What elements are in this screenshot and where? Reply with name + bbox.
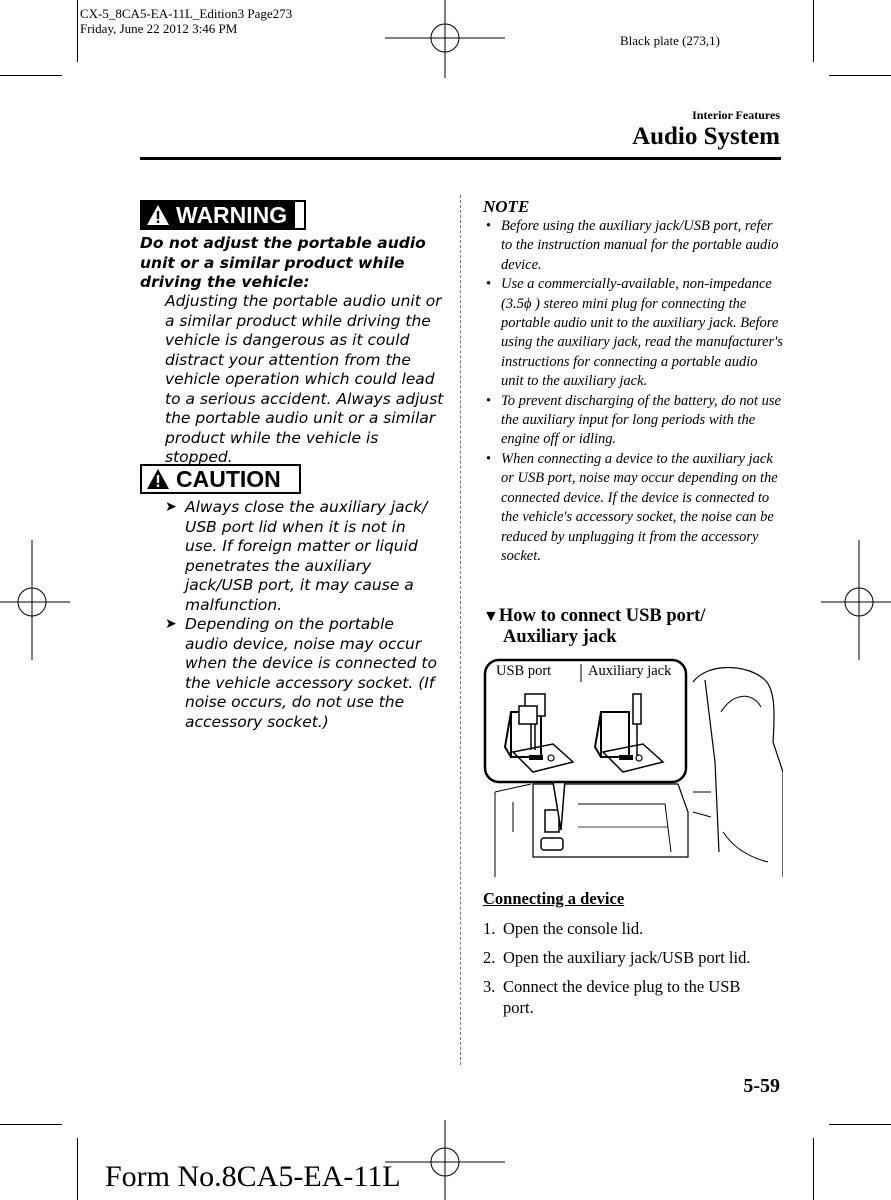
step-text: Open the console lid. xyxy=(503,919,644,938)
step-item xyxy=(483,947,773,968)
arrow-bullet-icon: ➤ xyxy=(165,499,177,515)
note-item: • When connecting a device to the auxiliary jack or USB port, noise may occur depending on the connected device. If the device is connected to the vehicle's accessory socket, the noise can be reduced by unplugging it from the accessory socket. xyxy=(483,450,783,566)
usb-aux-figure xyxy=(483,652,783,882)
registration-mark-left xyxy=(0,540,70,660)
aux-jack-label: Auxiliary jack xyxy=(588,663,672,679)
warning-heading: Do not adjust the portable audio unit or a similar product while driving the vehicle: xyxy=(140,234,426,291)
form-number: Form No.8CA5-EA-11L xyxy=(105,1160,401,1193)
warning-triangle-icon xyxy=(146,204,170,226)
step-number: 1. xyxy=(483,919,496,938)
note-title: NOTE xyxy=(483,197,530,216)
caution-item-text: Depending on the portable audio device, noise may occur when the device is connected to the vehicle accessory socket. (If noise occurs, do not use the accessory socket.) xyxy=(185,615,437,731)
step-text: Connect the device plug to the USB port. xyxy=(503,977,741,1017)
note-item: • To prevent discharging of the battery, do not use the auxiliary input for long periods with the engine off or idling. xyxy=(483,392,783,450)
caution-item xyxy=(165,615,440,732)
usb-port-label: USB port xyxy=(496,663,552,679)
caution-label-text: CAUTION xyxy=(176,465,281,492)
date-line: Friday, June 22 2012 3:46 PM xyxy=(80,21,238,36)
header-rule xyxy=(140,157,781,160)
section-category: Interior Features xyxy=(692,108,780,122)
print-header xyxy=(80,6,292,36)
warning-label xyxy=(140,200,306,230)
connecting-title: Connecting a device xyxy=(483,889,625,908)
how-to-line-2: Auxiliary jack xyxy=(503,627,617,647)
page-title: Audio System xyxy=(632,123,780,150)
caution-triangle-icon xyxy=(146,468,170,490)
how-to-heading xyxy=(483,606,783,648)
step-item xyxy=(483,976,773,1018)
step-text: Open the auxiliary jack/USB port lid. xyxy=(503,948,751,967)
note-item: • Before using the auxiliary jack/USB port, refer to the instruction manual for the portable audio device. xyxy=(483,217,783,275)
triangle-down-icon: ▼ xyxy=(483,608,499,625)
warning-label-text: WARNING xyxy=(176,201,288,228)
page-number: 5-59 xyxy=(743,1075,780,1097)
caution-item xyxy=(165,498,440,615)
steps-list xyxy=(483,918,773,1026)
plate-label: Black plate (273,1) xyxy=(620,33,720,48)
how-to-line-1: How to connect USB port/ xyxy=(498,606,706,626)
file-line: CX-5_8CA5-EA-11L_Edition3 Page273 xyxy=(80,6,293,21)
caution-label xyxy=(140,464,301,494)
caution-item-text: Always close the auxiliary jack/ USB port lid when it is not in use. If foreign matter or liquid penetrates the auxiliary jack/USB port, it may cause a malfunction. xyxy=(185,498,428,614)
step-number: 3. xyxy=(483,977,496,996)
registration-mark-right xyxy=(821,540,891,660)
arrow-bullet-icon: ➤ xyxy=(165,616,177,632)
step-number: 2. xyxy=(483,948,496,967)
column-divider xyxy=(460,195,461,1065)
note-list xyxy=(483,217,783,566)
registration-mark-bottom xyxy=(385,1120,505,1200)
note-item: • Use a commercially-available, non-impedance (3.5ϕ ) stereo mini plug for connecting the portable audio unit to the auxiliary jack. Before using the auxiliary jack, read the manufacturer's instructions for connecting a portable audio unit to the auxiliary jack. xyxy=(483,275,783,391)
warning-body: Adjusting the portable audio unit or a similar product while driving the vehicle is dangerous as it could distract your attention from the vehicle operation which could lead to a serious accident. Always adjust the portable audio unit or a similar product while the vehicle is stopped. xyxy=(165,292,444,466)
caution-list xyxy=(165,498,440,732)
step-item xyxy=(483,918,773,939)
registration-mark-top xyxy=(385,0,505,80)
